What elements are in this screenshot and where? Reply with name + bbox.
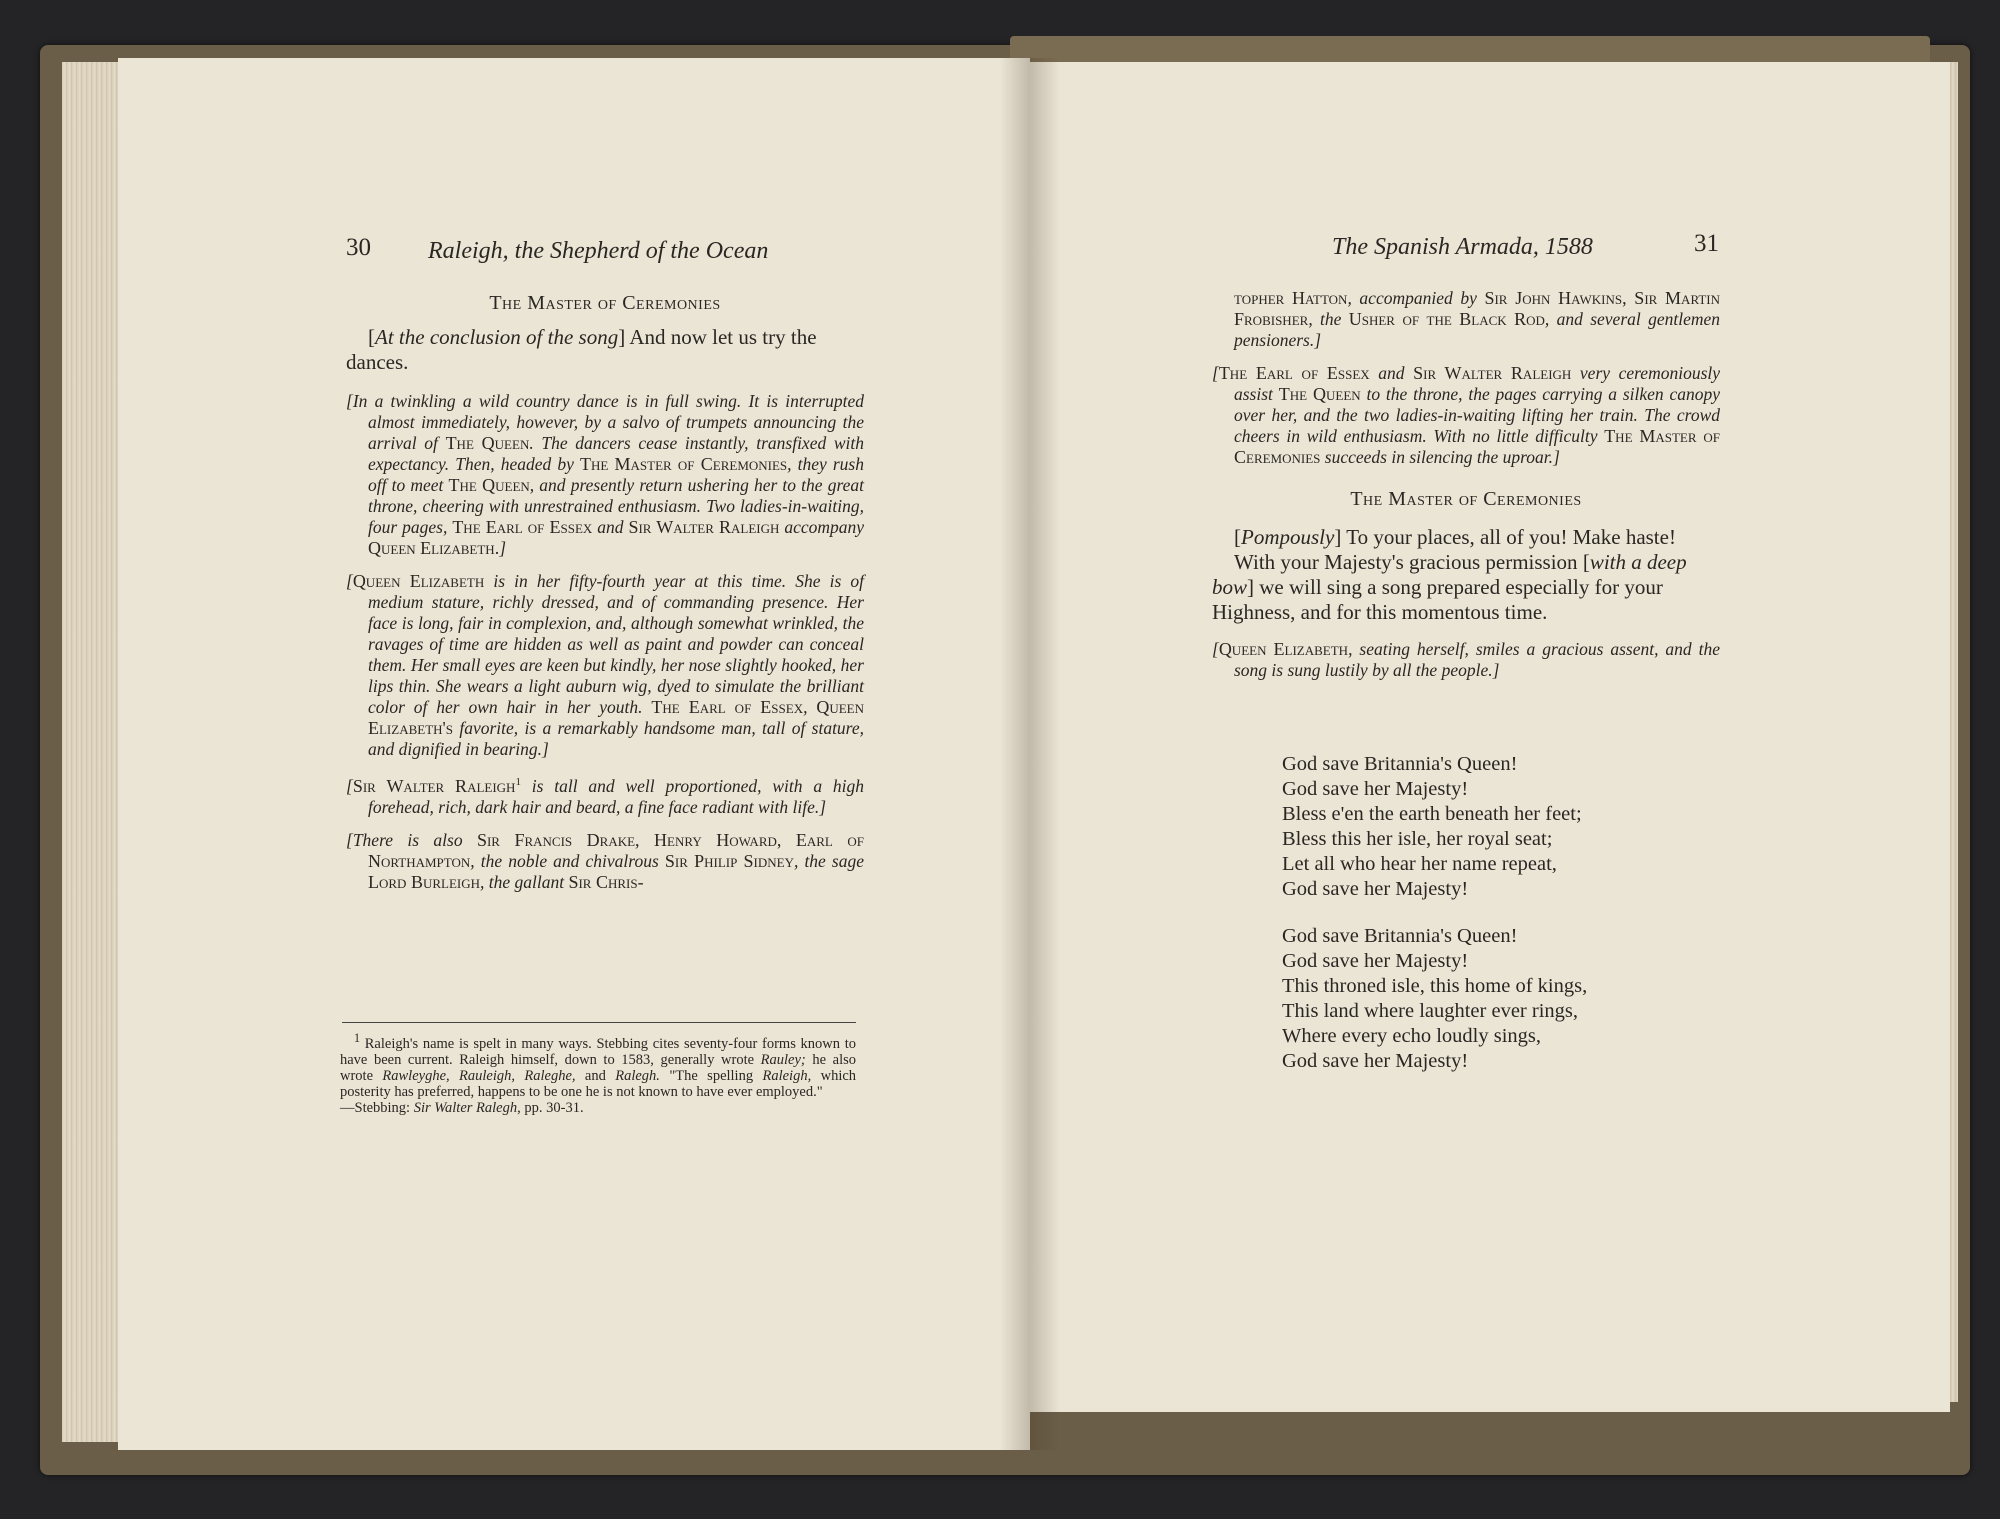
- stage-direction-continued: topher Hatton, accompanied by Sir John Hawkins, Sir Martin Frobisher, the Usher of the Black Rod, and several gentlemen pensioners.]: [1234, 288, 1720, 350]
- verse-line: God save her Majesty!: [1282, 950, 1469, 972]
- verse-line: God save her Majesty!: [1282, 878, 1469, 900]
- right-running-head: The Spanish Armada, 1588: [1332, 234, 1593, 260]
- stage-direction: [The Earl of Essex and Sir Walter Raleigh very ceremoniously assist The Queen to the throne, the pages carrying a silken canopy over her, and the two ladies-in-waiting lifting her train. The crowd cheers in wild enthusiasm. With no little difficulty The Master of Ceremonies succeeds in silencing the uproar.]: [1212, 363, 1721, 467]
- left-text-column: [346, 292, 864, 893]
- verse-line: This throned isle, this home of kings,: [1282, 975, 1588, 997]
- stage-direction: [Queen Elizabeth, seating herself, smiles a gracious assent, and the song is sung lustily by all the people.]: [1212, 639, 1720, 680]
- stage-direction: [There is also Sir Francis Drake, Henry Howard, Earl of Northampton, the noble and chivalrous Sir Philip Sidney, the sage Lord Burleigh, the gallant Sir Chris-: [346, 829, 864, 892]
- dialogue-paragraph: [At the conclusion of the song] And now let us try the dances.: [346, 325, 817, 374]
- right-page: [1030, 62, 1950, 1412]
- stage-direction: [Sir Walter Raleigh$^1$ is tall and well proportioned, with a high forehead, rich, dark hair and beard, a fine face radiant with life.]: [346, 775, 865, 817]
- song-stanza-2: [1282, 924, 1587, 1074]
- verse-line: This land where laughter ever rings,: [1282, 1000, 1579, 1022]
- dialogue-paragraph: [Pompously] To your places, all of you! Make haste!: [1234, 525, 1676, 549]
- verse-line: God save Britannia's Queen!: [1282, 925, 1518, 947]
- stage-direction: [Queen Elizabeth is in her fifty-fourth year at this time. She is of medium stature, richly dressed, and of commanding presence. Her face is long, fair in complexion, and, although somewhat wrinkled, the ravages of time are hidden as well as paint and powder can conceal them. Her small eyes are keen but kindly, her nose slightly hooked, her lips thin. She wears a light auburn wig, dyed to simulate the brilliant color of her own hair in her youth. The Earl of Essex, Queen Elizabeth's favorite, is a remarkably handsome man, tall of stature, and dignified in bearing.]: [346, 571, 864, 759]
- dialogue-paragraph: With your Majesty's gracious permission [with a deep bow] we will sing a song prepared especially for your Highness, and for this momentous time.: [1212, 550, 1687, 624]
- footnote-rule: [342, 1022, 856, 1023]
- book-gutter: [1000, 58, 1060, 1450]
- right-text-column: [1212, 288, 1720, 681]
- verse-line: God save Britannia's Queen!: [1282, 753, 1518, 775]
- left-running-head: Raleigh, the Shepherd of the Ocean: [428, 238, 769, 264]
- right-page-number: 31: [1694, 230, 1719, 257]
- verse-line: God save her Majesty!: [1282, 1050, 1469, 1072]
- left-page-number: 30: [346, 234, 371, 261]
- footnote: $^1$ Raleigh's name is spelt in many ways. Stebbing cites seventy-four forms known to have been current. Raleigh himself, down to 1583, generally wrote Rauley; he also wrote Rawleyghe, Rauleigh, Raleghe, and Ralegh. "The spelling Raleigh, which posterity has preferred, happens to be one he is not known to have ever employed." —Stebbing: Sir Walter Ralegh, pp. 30-31.: [340, 1031, 857, 1116]
- verse-line: Bless this her isle, her royal seat;: [1282, 828, 1553, 850]
- speaker-heading: The Master of Ceremonies: [489, 292, 721, 314]
- song-stanza-1: [1282, 752, 1582, 902]
- speaker-heading: The Master of Ceremonies: [1350, 488, 1582, 510]
- verse-line: Let all who hear her name repeat,: [1282, 853, 1557, 875]
- verse-line: Bless e'en the earth beneath her feet;: [1282, 803, 1582, 825]
- verse-line: Where every echo loudly sings,: [1282, 1025, 1542, 1047]
- verse-line: God save her Majesty!: [1282, 778, 1469, 800]
- stage-direction: [In a twinkling a wild country dance is in full swing. It is interrupted almost immediately, however, by a salvo of trumpets announcing the arrival of The Queen. The dancers cease instantly, transfixed with expectancy. Then, headed by The Master of Ceremonies, they rush off to meet The Queen, and presently return ushering her to the great throne, cheering with unrestrained enthusiasm. Two ladies-in-waiting, four pages, The Earl of Essex and Sir Walter Raleigh accompany Queen Elizabeth.]: [346, 391, 865, 558]
